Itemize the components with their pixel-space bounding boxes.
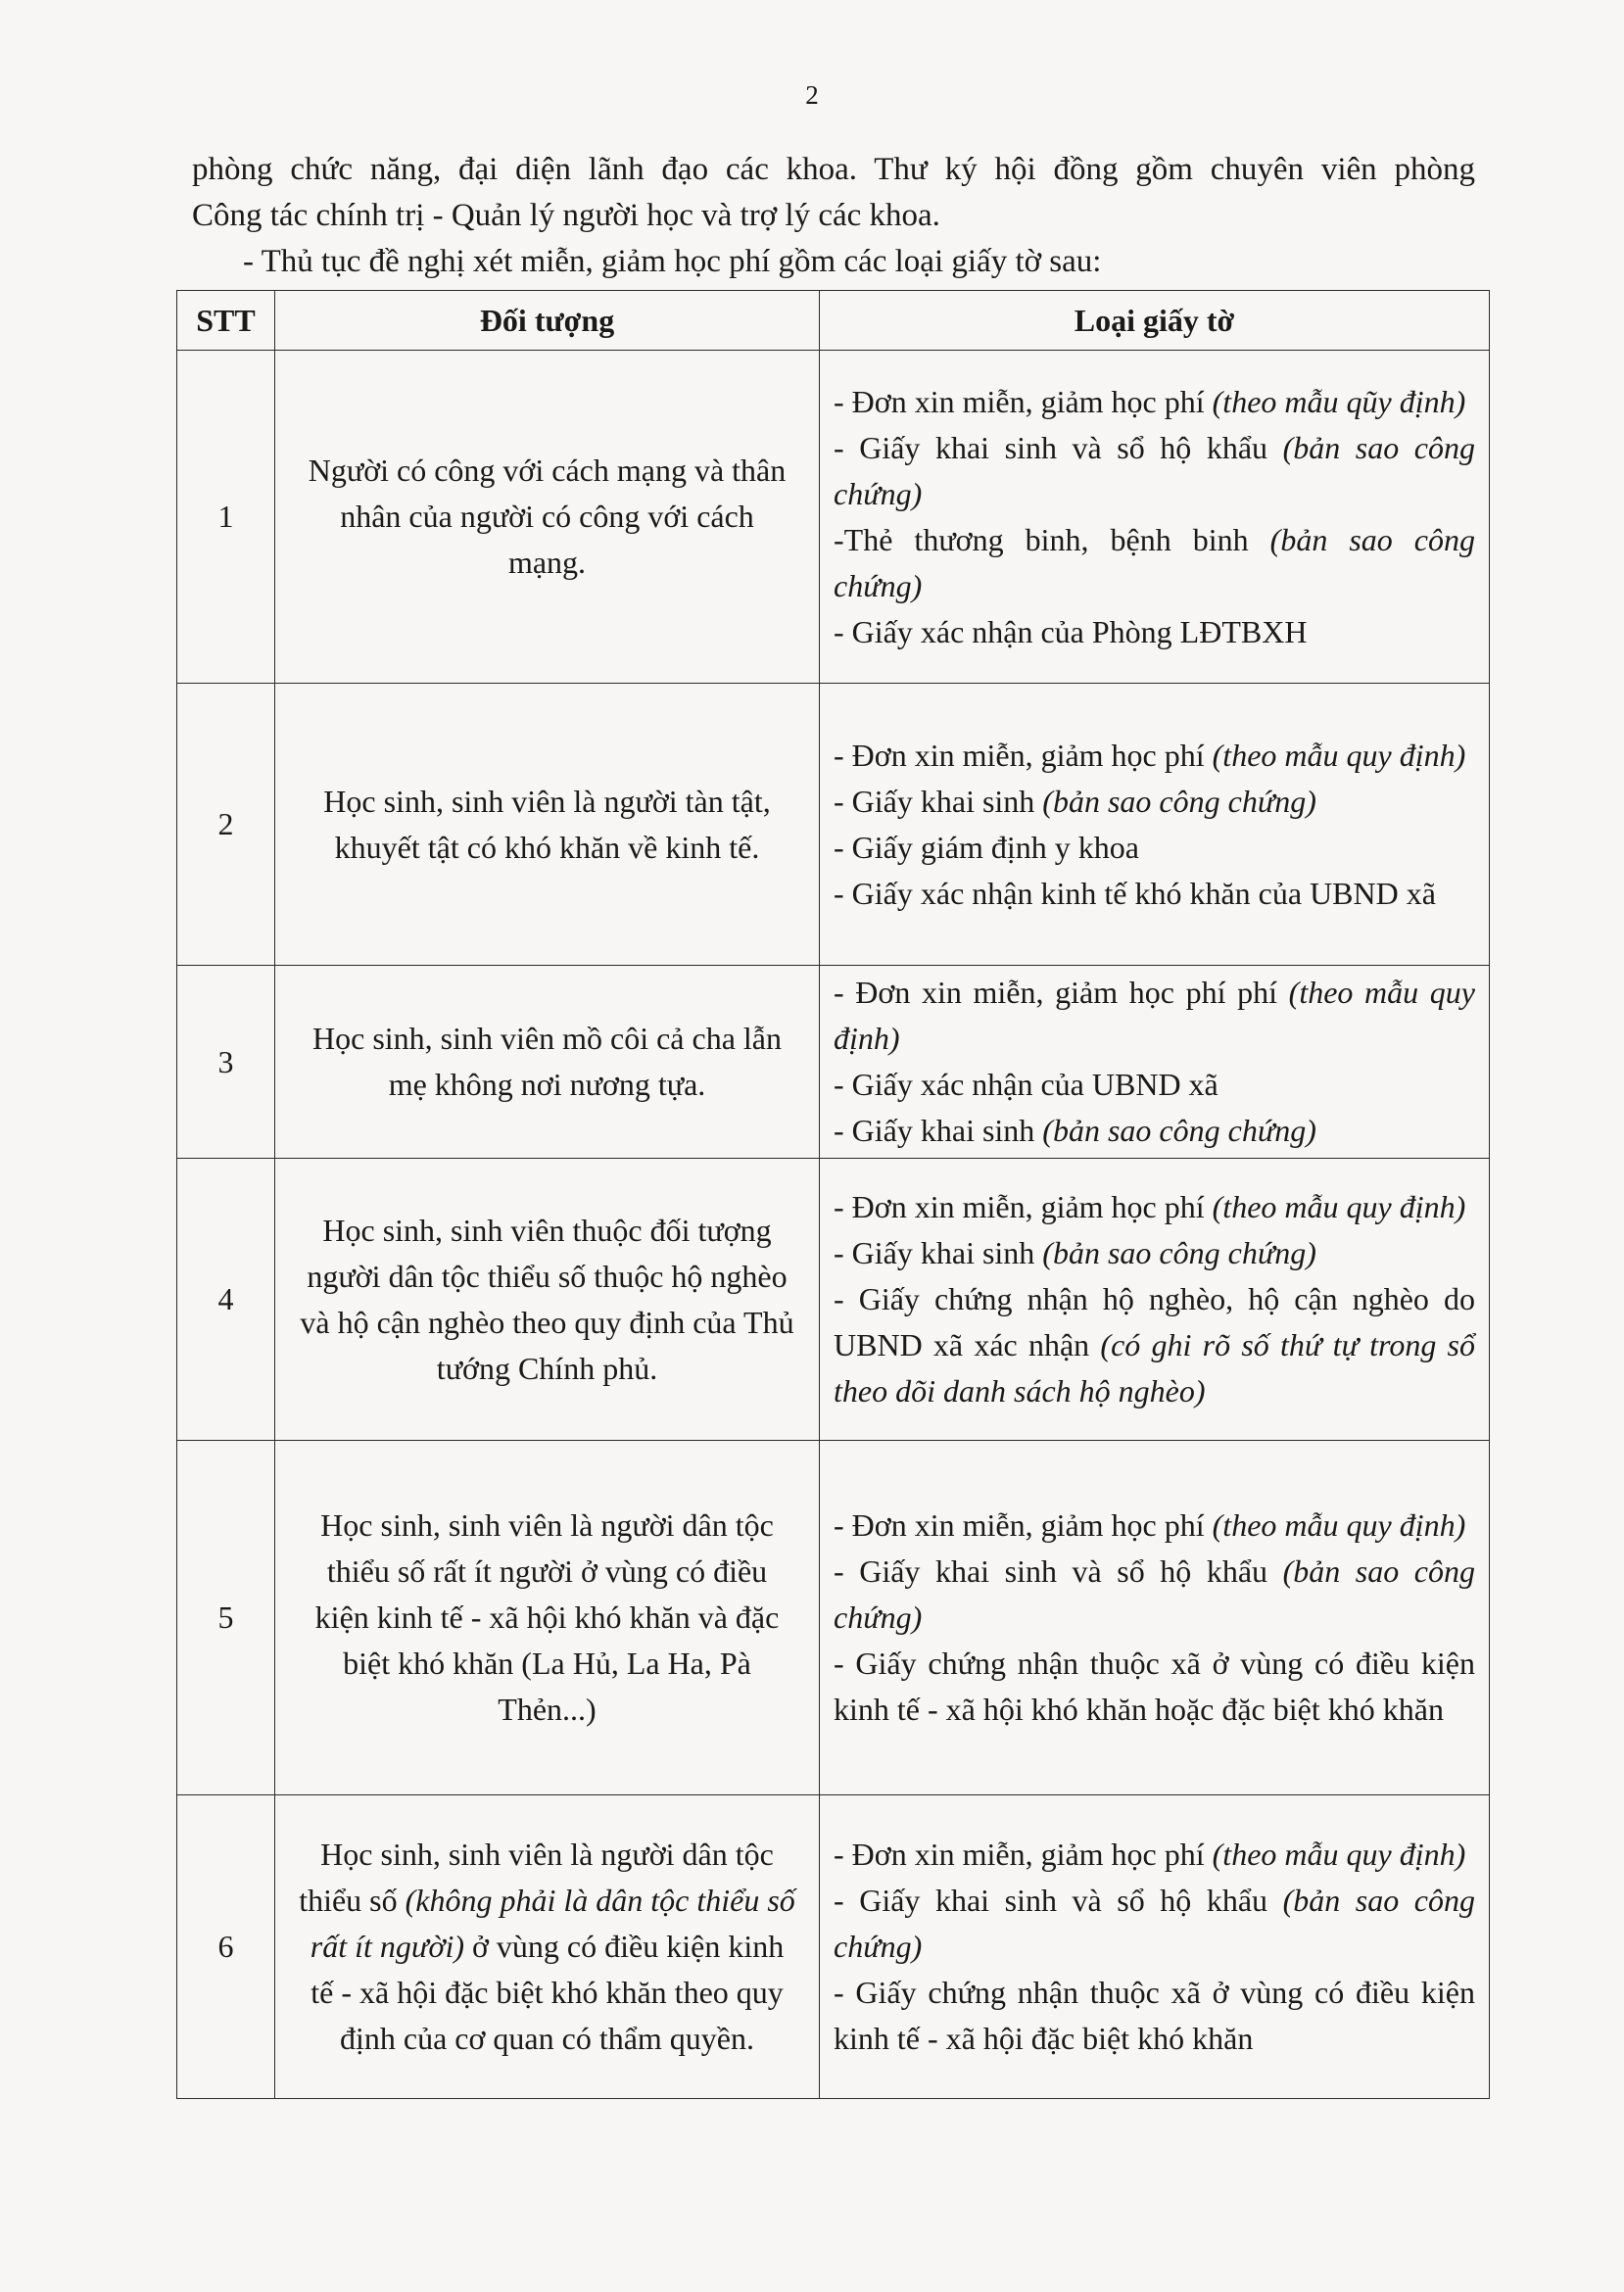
document-item: - Giấy chứng nhận thuộc xã ở vùng có điều kiện kinh tế - xã hội đặc biệt khó khăn [834,1975,1475,2056]
document-item: - Giấy khai sinh (bản sao công chứng) [834,783,1316,819]
intro-line-3: - Thủ tục đề nghị xét miễn, giảm học phí gồm các loại giấy tờ sau: [243,244,1102,279]
row-documents [820,684,1490,966]
row-object: Học sinh, sinh viên mồ côi cả cha lẫn mẹ không nơi nương tựa. [275,966,820,1159]
row-stt: 1 [177,351,275,684]
document-item: - Giấy chứng nhận thuộc xã ở vùng có điều kiện kinh tế - xã hội khó khăn hoặc đặc biệt khó khăn [834,1646,1475,1727]
fee-exemption-documents-table [176,290,1490,2099]
document-item: - Đơn xin miễn, giảm học phí (theo mẫu quy định) [834,1837,1466,1872]
document-item: - Giấy khai sinh và sổ hộ khẩu (bản sao công chứng) [834,1553,1476,1635]
table-row [177,684,1490,966]
row-documents [820,1795,1490,2099]
document-item: - Giấy giám định y khoa [834,829,1139,865]
document-item: - Đơn xin miễn, giảm học phí (theo mẫu qũy định) [834,383,1466,419]
table-row [177,351,1490,684]
document-item: - Giấy xác nhận kinh tế khó khăn của UBND xã [834,875,1436,911]
document-item: - Giấy khai sinh và sổ hộ khẩu (bản sao công chứng) [834,429,1476,511]
document-item: - Giấy khai sinh và sổ hộ khẩu (bản sao công chứng) [834,1883,1476,1964]
table-row [177,1441,1490,1795]
header-documents: Loại giấy tờ [820,291,1490,351]
table-header-row [177,291,1490,351]
row-documents [820,351,1490,684]
table-row [177,1159,1490,1441]
document-item: - Đơn xin miễn, giảm học phí (theo mẫu quy định) [834,1189,1466,1224]
row-stt: 6 [177,1795,275,2099]
row-object: Học sinh, sinh viên là người dân tộc thiểu số rất ít người ở vùng có điều kiện kinh tế - xã hội khó khăn và đặc biệt khó khăn (La Hủ, La Ha, Pà Thẻn...) [275,1441,820,1795]
intro-line-2: Công tác chính trị - Quản lý người học và trợ lý các khoa. [192,198,940,233]
row-stt: 5 [177,1441,275,1795]
document-item: - Giấy xác nhận của UBND xã [834,1067,1218,1102]
document-item: - Đơn xin miễn, giảm học phí (theo mẫu quy định) [834,1507,1466,1543]
header-object: Đối tượng [275,291,820,351]
document-item: - Giấy khai sinh (bản sao công chứng) [834,1235,1316,1270]
document-item: - Giấy xác nhận của Phòng LĐTBXH [834,613,1308,649]
table-row [177,1795,1490,2099]
row-stt: 2 [177,684,275,966]
row-documents [820,1441,1490,1795]
table-row [177,966,1490,1159]
row-documents [820,1159,1490,1441]
document-item: - Giấy khai sinh (bản sao công chứng) [834,1113,1316,1148]
document-item: - Đơn xin miễn, giảm học phí (theo mẫu quy định) [834,737,1466,773]
row-documents [820,966,1490,1159]
row-object: Người có công với cách mạng và thân nhân của người có công với cách mạng. [275,351,820,684]
row-stt: 3 [177,966,275,1159]
document-item: - Đơn xin miễn, giảm học phí phí (theo mẫu quy định) [834,975,1475,1056]
intro-line-1: phòng chức năng, đại diện lãnh đạo các khoa. Thư ký hội đồng gồm chuyên viên phòng [192,152,1475,187]
document-item: - Giấy chứng nhận hộ nghèo, hộ cận nghèo do UBND xã xác nhận (có ghi rõ số thứ tự trong sổ theo dõi danh sách hộ nghèo) [834,1281,1476,1409]
header-stt: STT [177,291,275,351]
row-stt: 4 [177,1159,275,1441]
intro-text [192,147,1475,285]
page-number: 2 [805,80,819,110]
row-object: Học sinh, sinh viên thuộc đối tượng người dân tộc thiểu số thuộc hộ nghèo và hộ cận nghèo theo quy định của Thủ tướng Chính phủ. [275,1159,820,1441]
row-object: Học sinh, sinh viên là người tàn tật, khuyết tật có khó khăn về kinh tế. [275,684,820,966]
row-object: Học sinh, sinh viên là người dân tộc thiểu số (không phải là dân tộc thiểu số rất ít người) ở vùng có điều kiện kinh tế - xã hội đặc biệt khó khăn theo quy định của cơ quan có thẩm quyền. [275,1795,820,2099]
document-item: -Thẻ thương binh, bệnh binh (bản sao công chứng) [834,521,1476,603]
